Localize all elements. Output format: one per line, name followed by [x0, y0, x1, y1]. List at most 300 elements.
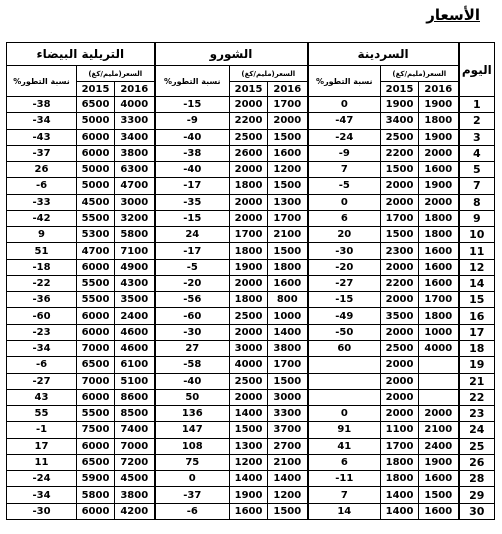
day-cell: 10: [459, 227, 495, 243]
day-cell: 28: [459, 471, 495, 487]
table-row: [7, 422, 495, 438]
trilia-evolution-cell: 24-: [7, 471, 77, 487]
sardine-price-2015-cell: 2000: [381, 389, 419, 405]
trilia-price-2016-cell: 5100: [115, 373, 155, 389]
sardine-price-2016-cell: 2400: [419, 438, 459, 454]
trilia-price-2016-cell: 3800: [115, 487, 155, 503]
header-price: السعر(مليم/كغ): [230, 66, 308, 82]
trilia-evolution-cell: 60-: [7, 308, 77, 324]
header-year-2015: 2015: [77, 82, 115, 97]
chourou-price-2015-cell: 1300: [230, 438, 268, 454]
day-cell: 14: [459, 275, 495, 291]
chourou-price-2016-cell: 1600: [268, 275, 308, 291]
chourou-price-2016-cell: 1500: [268, 373, 308, 389]
sardine-price-2015-cell: 1800: [381, 454, 419, 470]
trilia-price-2015-cell: 5500: [77, 406, 115, 422]
sardine-price-2015-cell: 1500: [381, 162, 419, 178]
table-row: [7, 487, 495, 503]
chourou-price-2016-cell: 1700: [268, 97, 308, 113]
sardine-price-2015-cell: 2200: [381, 275, 419, 291]
sardine-price-2015-cell: 1700: [381, 210, 419, 226]
chourou-price-2015-cell: 2000: [230, 97, 268, 113]
sardine-evolution-cell: 6: [308, 454, 381, 470]
table-row: [7, 292, 495, 308]
sardine-price-2015-cell: 1500: [381, 227, 419, 243]
day-cell: 9: [459, 210, 495, 226]
trilia-price-2016-cell: 7200: [115, 454, 155, 470]
table-row: [7, 438, 495, 454]
chourou-evolution-cell: 58-: [155, 357, 230, 373]
trilia-price-2015-cell: 6000: [77, 389, 115, 405]
table-row: [7, 243, 495, 259]
chourou-price-2015-cell: 1400: [230, 406, 268, 422]
trilia-evolution-cell: 6-: [7, 357, 77, 373]
sardine-price-2015-cell: 2000: [381, 178, 419, 194]
trilia-price-2016-cell: 8500: [115, 406, 155, 422]
sardine-price-2015-cell: 2000: [381, 194, 419, 210]
table-row: [7, 308, 495, 324]
trilia-price-2016-cell: 7000: [115, 438, 155, 454]
day-cell: 30: [459, 503, 495, 519]
trilia-price-2016-cell: 3500: [115, 292, 155, 308]
sardine-evolution-cell: 7: [308, 162, 381, 178]
table-row: [7, 373, 495, 389]
table-row: [7, 340, 495, 356]
sardine-price-2016-cell: [419, 357, 459, 373]
trilia-price-2015-cell: 5000: [77, 162, 115, 178]
trilia-price-2015-cell: 6000: [77, 324, 115, 340]
sardine-evolution-cell: [308, 389, 381, 405]
sardine-price-2016-cell: [419, 389, 459, 405]
day-cell: 7: [459, 178, 495, 194]
table-row: [7, 113, 495, 129]
sardine-price-2016-cell: 1900: [419, 129, 459, 145]
trilia-evolution-cell: 9: [7, 227, 77, 243]
chourou-price-2015-cell: 1200: [230, 454, 268, 470]
trilia-price-2016-cell: 4600: [115, 340, 155, 356]
day-cell: 2: [459, 113, 495, 129]
trilia-price-2016-cell: 6100: [115, 357, 155, 373]
trilia-price-2015-cell: 6000: [77, 259, 115, 275]
chourou-evolution-cell: 35-: [155, 194, 230, 210]
chourou-price-2015-cell: 2000: [230, 275, 268, 291]
trilia-price-2015-cell: 6500: [77, 454, 115, 470]
chourou-price-2016-cell: 1200: [268, 487, 308, 503]
trilia-price-2016-cell: 4900: [115, 259, 155, 275]
chourou-evolution-cell: 30-: [155, 324, 230, 340]
table-row: [7, 259, 495, 275]
chourou-price-2015-cell: 2500: [230, 308, 268, 324]
sardine-price-2016-cell: 4000: [419, 340, 459, 356]
header-chourou: الشورو: [155, 43, 308, 66]
table-row: [7, 275, 495, 291]
sardine-price-2016-cell: 2000: [419, 194, 459, 210]
trilia-price-2016-cell: 7100: [115, 243, 155, 259]
sardine-price-2015-cell: 2000: [381, 324, 419, 340]
day-cell: 16: [459, 308, 495, 324]
chourou-price-2016-cell: 2100: [268, 454, 308, 470]
trilia-price-2015-cell: 5000: [77, 113, 115, 129]
day-cell: 24: [459, 422, 495, 438]
sardine-price-2016-cell: 1800: [419, 308, 459, 324]
trilia-evolution-cell: 18-: [7, 259, 77, 275]
sardine-price-2015-cell: 1700: [381, 438, 419, 454]
sardine-evolution-cell: [308, 357, 381, 373]
sardine-price-2016-cell: 1000: [419, 324, 459, 340]
day-cell: 22: [459, 389, 495, 405]
sardine-evolution-cell: 41: [308, 438, 381, 454]
sardine-price-2016-cell: [419, 373, 459, 389]
chourou-evolution-cell: 20-: [155, 275, 230, 291]
chourou-price-2015-cell: 2000: [230, 324, 268, 340]
trilia-evolution-cell: 11: [7, 454, 77, 470]
chourou-evolution-cell: 40-: [155, 373, 230, 389]
sardine-evolution-cell: 50-: [308, 324, 381, 340]
trilia-price-2016-cell: 3200: [115, 210, 155, 226]
trilia-evolution-cell: 17: [7, 438, 77, 454]
table-row: [7, 227, 495, 243]
trilia-evolution-cell: 55: [7, 406, 77, 422]
day-cell: 12: [459, 259, 495, 275]
chourou-price-2016-cell: 3300: [268, 406, 308, 422]
trilia-evolution-cell: 37-: [7, 145, 77, 161]
day-cell: 5: [459, 162, 495, 178]
trilia-price-2015-cell: 5900: [77, 471, 115, 487]
table-row: [7, 210, 495, 226]
header-day: اليوم: [459, 43, 495, 97]
trilia-price-2015-cell: 6000: [77, 503, 115, 519]
trilia-evolution-cell: 1-: [7, 422, 77, 438]
chourou-evolution-cell: 40-: [155, 162, 230, 178]
trilia-evolution-cell: 6-: [7, 178, 77, 194]
header-year-2016: 2016: [419, 82, 459, 97]
trilia-price-2015-cell: 5500: [77, 292, 115, 308]
sardine-price-2015-cell: 2000: [381, 259, 419, 275]
sardine-price-2016-cell: 1800: [419, 227, 459, 243]
trilia-price-2015-cell: 4700: [77, 243, 115, 259]
trilia-price-2015-cell: 6000: [77, 438, 115, 454]
chourou-price-2016-cell: 1200: [268, 162, 308, 178]
chourou-evolution-cell: 60-: [155, 308, 230, 324]
day-cell: 18: [459, 340, 495, 356]
chourou-price-2015-cell: 2500: [230, 373, 268, 389]
chourou-price-2016-cell: 1500: [268, 503, 308, 519]
trilia-price-2016-cell: 4700: [115, 178, 155, 194]
chourou-evolution-cell: 56-: [155, 292, 230, 308]
sardine-evolution-cell: 7: [308, 487, 381, 503]
sardine-evolution-cell: 20: [308, 227, 381, 243]
day-cell: 25: [459, 438, 495, 454]
header-price: السعر(مليم/كغ): [77, 66, 155, 82]
sardine-price-2015-cell: 1400: [381, 503, 419, 519]
trilia-evolution-cell: 23-: [7, 324, 77, 340]
day-cell: 17: [459, 324, 495, 340]
sardine-price-2016-cell: 1800: [419, 113, 459, 129]
sardine-price-2016-cell: 1900: [419, 97, 459, 113]
chourou-price-2015-cell: 1500: [230, 422, 268, 438]
header-evolution: نسبة التطور%: [7, 66, 77, 97]
chourou-evolution-cell: 37-: [155, 487, 230, 503]
trilia-evolution-cell: 51: [7, 243, 77, 259]
chourou-evolution-cell: 6-: [155, 503, 230, 519]
chourou-evolution-cell: 27: [155, 340, 230, 356]
sardine-evolution-cell: 91: [308, 422, 381, 438]
header-year-2015: 2015: [381, 82, 419, 97]
chourou-price-2016-cell: 3700: [268, 422, 308, 438]
sardine-price-2015-cell: 2000: [381, 406, 419, 422]
sardine-price-2015-cell: 3400: [381, 113, 419, 129]
trilia-price-2015-cell: 5000: [77, 178, 115, 194]
sardine-price-2016-cell: 1600: [419, 162, 459, 178]
chourou-price-2015-cell: 3000: [230, 340, 268, 356]
trilia-evolution-cell: 26: [7, 162, 77, 178]
table-row: [7, 162, 495, 178]
trilia-evolution-cell: 42-: [7, 210, 77, 226]
chourou-price-2016-cell: 1500: [268, 243, 308, 259]
sardine-price-2016-cell: 1600: [419, 243, 459, 259]
chourou-evolution-cell: 38-: [155, 145, 230, 161]
chourou-price-2015-cell: 2000: [230, 194, 268, 210]
table-row: [7, 471, 495, 487]
chourou-price-2016-cell: 1400: [268, 324, 308, 340]
header-year-2015: 2015: [230, 82, 268, 97]
chourou-price-2016-cell: 1500: [268, 178, 308, 194]
sardine-price-2015-cell: 1100: [381, 422, 419, 438]
sardine-price-2016-cell: 1800: [419, 210, 459, 226]
sardine-price-2015-cell: 2200: [381, 145, 419, 161]
trilia-price-2015-cell: 5500: [77, 210, 115, 226]
chourou-price-2016-cell: 1500: [268, 129, 308, 145]
table-row: [7, 357, 495, 373]
trilia-price-2016-cell: 6300: [115, 162, 155, 178]
chourou-price-2016-cell: 2000: [268, 113, 308, 129]
trilia-evolution-cell: 34-: [7, 340, 77, 356]
chourou-price-2015-cell: 1800: [230, 292, 268, 308]
chourou-price-2016-cell: 2100: [268, 227, 308, 243]
sardine-price-2016-cell: 1600: [419, 471, 459, 487]
trilia-evolution-cell: 43: [7, 389, 77, 405]
trilia-price-2016-cell: 2400: [115, 308, 155, 324]
day-cell: 11: [459, 243, 495, 259]
sardine-evolution-cell: 0: [308, 406, 381, 422]
chourou-evolution-cell: 17-: [155, 243, 230, 259]
table-row: [7, 129, 495, 145]
page-title: الأسعار: [426, 6, 480, 24]
chourou-price-2015-cell: 1800: [230, 178, 268, 194]
chourou-price-2016-cell: 1700: [268, 357, 308, 373]
chourou-evolution-cell: 15-: [155, 210, 230, 226]
chourou-price-2016-cell: 3800: [268, 340, 308, 356]
chourou-price-2015-cell: 2000: [230, 162, 268, 178]
trilia-price-2015-cell: 4500: [77, 194, 115, 210]
chourou-evolution-cell: 108: [155, 438, 230, 454]
trilia-price-2015-cell: 5300: [77, 227, 115, 243]
trilia-price-2015-cell: 6000: [77, 308, 115, 324]
header-price: السعر(مليم/كغ): [381, 66, 459, 82]
trilia-price-2016-cell: 5800: [115, 227, 155, 243]
day-cell: 29: [459, 487, 495, 503]
sardine-evolution-cell: 27-: [308, 275, 381, 291]
sardine-price-2016-cell: 1900: [419, 454, 459, 470]
sardine-price-2016-cell: 1600: [419, 275, 459, 291]
chourou-evolution-cell: 147: [155, 422, 230, 438]
sardine-price-2015-cell: 1800: [381, 471, 419, 487]
sardine-price-2016-cell: 2000: [419, 406, 459, 422]
chourou-price-2015-cell: 1600: [230, 503, 268, 519]
trilia-price-2016-cell: 4200: [115, 503, 155, 519]
chourou-evolution-cell: 0: [155, 471, 230, 487]
trilia-price-2015-cell: 7500: [77, 422, 115, 438]
day-cell: 15: [459, 292, 495, 308]
day-cell: 4: [459, 145, 495, 161]
trilia-price-2015-cell: 6000: [77, 145, 115, 161]
trilia-price-2015-cell: 6500: [77, 97, 115, 113]
chourou-price-2016-cell: 1800: [268, 259, 308, 275]
table-row: [7, 454, 495, 470]
sardine-price-2016-cell: 1700: [419, 292, 459, 308]
trilia-evolution-cell: 43-: [7, 129, 77, 145]
trilia-evolution-cell: 34-: [7, 113, 77, 129]
day-cell: 26: [459, 454, 495, 470]
chourou-price-2015-cell: 1900: [230, 487, 268, 503]
sardine-price-2015-cell: 1400: [381, 487, 419, 503]
chourou-evolution-cell: 136: [155, 406, 230, 422]
chourou-price-2016-cell: 1400: [268, 471, 308, 487]
chourou-price-2016-cell: 1300: [268, 194, 308, 210]
prices-table: [6, 42, 495, 520]
trilia-price-2016-cell: 3300: [115, 113, 155, 129]
day-cell: 8: [459, 194, 495, 210]
header-trilia: التريلية البيضاء: [7, 43, 155, 66]
table-row: [7, 178, 495, 194]
table-row: [7, 406, 495, 422]
chourou-evolution-cell: 17-: [155, 178, 230, 194]
trilia-evolution-cell: 38-: [7, 97, 77, 113]
chourou-price-2015-cell: 1400: [230, 471, 268, 487]
sardine-evolution-cell: 47-: [308, 113, 381, 129]
chourou-price-2015-cell: 2000: [230, 210, 268, 226]
day-cell: 3: [459, 129, 495, 145]
chourou-evolution-cell: 50: [155, 389, 230, 405]
header-year-2016: 2016: [268, 82, 308, 97]
trilia-price-2016-cell: 7400: [115, 422, 155, 438]
sardine-price-2015-cell: 2000: [381, 292, 419, 308]
chourou-price-2015-cell: 1800: [230, 243, 268, 259]
sardine-price-2015-cell: 2300: [381, 243, 419, 259]
sardine-evolution-cell: 14: [308, 503, 381, 519]
chourou-price-2016-cell: 2700: [268, 438, 308, 454]
trilia-price-2015-cell: 6000: [77, 129, 115, 145]
sardine-price-2016-cell: 1600: [419, 503, 459, 519]
day-cell: 21: [459, 373, 495, 389]
chourou-evolution-cell: 15-: [155, 97, 230, 113]
trilia-price-2016-cell: 4300: [115, 275, 155, 291]
chourou-evolution-cell: 5-: [155, 259, 230, 275]
chourou-price-2015-cell: 2500: [230, 129, 268, 145]
trilia-price-2016-cell: 8600: [115, 389, 155, 405]
trilia-evolution-cell: 36-: [7, 292, 77, 308]
table-row: [7, 145, 495, 161]
chourou-price-2015-cell: 2000: [230, 389, 268, 405]
sardine-price-2016-cell: 1500: [419, 487, 459, 503]
trilia-price-2015-cell: 6500: [77, 357, 115, 373]
sardine-price-2016-cell: 1600: [419, 259, 459, 275]
sardine-price-2015-cell: 2500: [381, 340, 419, 356]
trilia-evolution-cell: 22-: [7, 275, 77, 291]
sardine-evolution-cell: 49-: [308, 308, 381, 324]
trilia-price-2016-cell: 4500: [115, 471, 155, 487]
sardine-evolution-cell: 6: [308, 210, 381, 226]
header-year-2016: 2016: [115, 82, 155, 97]
trilia-price-2016-cell: 3000: [115, 194, 155, 210]
sardine-price-2016-cell: 1900: [419, 178, 459, 194]
table-row: [7, 503, 495, 519]
sardine-evolution-cell: [308, 373, 381, 389]
table-row: [7, 97, 495, 113]
trilia-price-2015-cell: 7000: [77, 373, 115, 389]
chourou-price-2015-cell: 1900: [230, 259, 268, 275]
chourou-price-2015-cell: 1700: [230, 227, 268, 243]
trilia-price-2016-cell: 3400: [115, 129, 155, 145]
chourou-price-2016-cell: 800: [268, 292, 308, 308]
sardine-evolution-cell: 15-: [308, 292, 381, 308]
chourou-price-2016-cell: 1000: [268, 308, 308, 324]
sardine-evolution-cell: 20-: [308, 259, 381, 275]
chourou-evolution-cell: 75: [155, 454, 230, 470]
trilia-evolution-cell: 27-: [7, 373, 77, 389]
day-cell: 23: [459, 406, 495, 422]
sardine-evolution-cell: 11-: [308, 471, 381, 487]
sardine-evolution-cell: 30-: [308, 243, 381, 259]
trilia-price-2016-cell: 4600: [115, 324, 155, 340]
sardine-price-2015-cell: 2000: [381, 373, 419, 389]
sardine-price-2016-cell: 2000: [419, 145, 459, 161]
sardine-price-2015-cell: 2500: [381, 129, 419, 145]
table-row: [7, 324, 495, 340]
sardine-evolution-cell: 5-: [308, 178, 381, 194]
chourou-price-2016-cell: 1600: [268, 145, 308, 161]
trilia-price-2015-cell: 5800: [77, 487, 115, 503]
chourou-evolution-cell: 24: [155, 227, 230, 243]
chourou-evolution-cell: 40-: [155, 129, 230, 145]
day-cell: 1: [459, 97, 495, 113]
sardine-price-2015-cell: 3500: [381, 308, 419, 324]
table-row: [7, 389, 495, 405]
chourou-price-2016-cell: 1700: [268, 210, 308, 226]
chourou-price-2015-cell: 4000: [230, 357, 268, 373]
chourou-evolution-cell: 9-: [155, 113, 230, 129]
sardine-evolution-cell: 60: [308, 340, 381, 356]
trilia-price-2016-cell: 3800: [115, 145, 155, 161]
chourou-price-2015-cell: 2600: [230, 145, 268, 161]
sardine-evolution-cell: 0: [308, 97, 381, 113]
trilia-evolution-cell: 33-: [7, 194, 77, 210]
day-cell: 19: [459, 357, 495, 373]
trilia-price-2015-cell: 5500: [77, 275, 115, 291]
sardine-price-2015-cell: 2000: [381, 357, 419, 373]
table-body: [7, 97, 495, 520]
table-row: [7, 194, 495, 210]
sardine-evolution-cell: 0: [308, 194, 381, 210]
header-sardine: السردينة: [308, 43, 459, 66]
chourou-price-2015-cell: 2200: [230, 113, 268, 129]
header-evolution: نسبة التطور%: [308, 66, 381, 97]
sardine-evolution-cell: 9-: [308, 145, 381, 161]
trilia-evolution-cell: 34-: [7, 487, 77, 503]
trilia-price-2015-cell: 7000: [77, 340, 115, 356]
sardine-evolution-cell: 24-: [308, 129, 381, 145]
sardine-price-2015-cell: 1900: [381, 97, 419, 113]
